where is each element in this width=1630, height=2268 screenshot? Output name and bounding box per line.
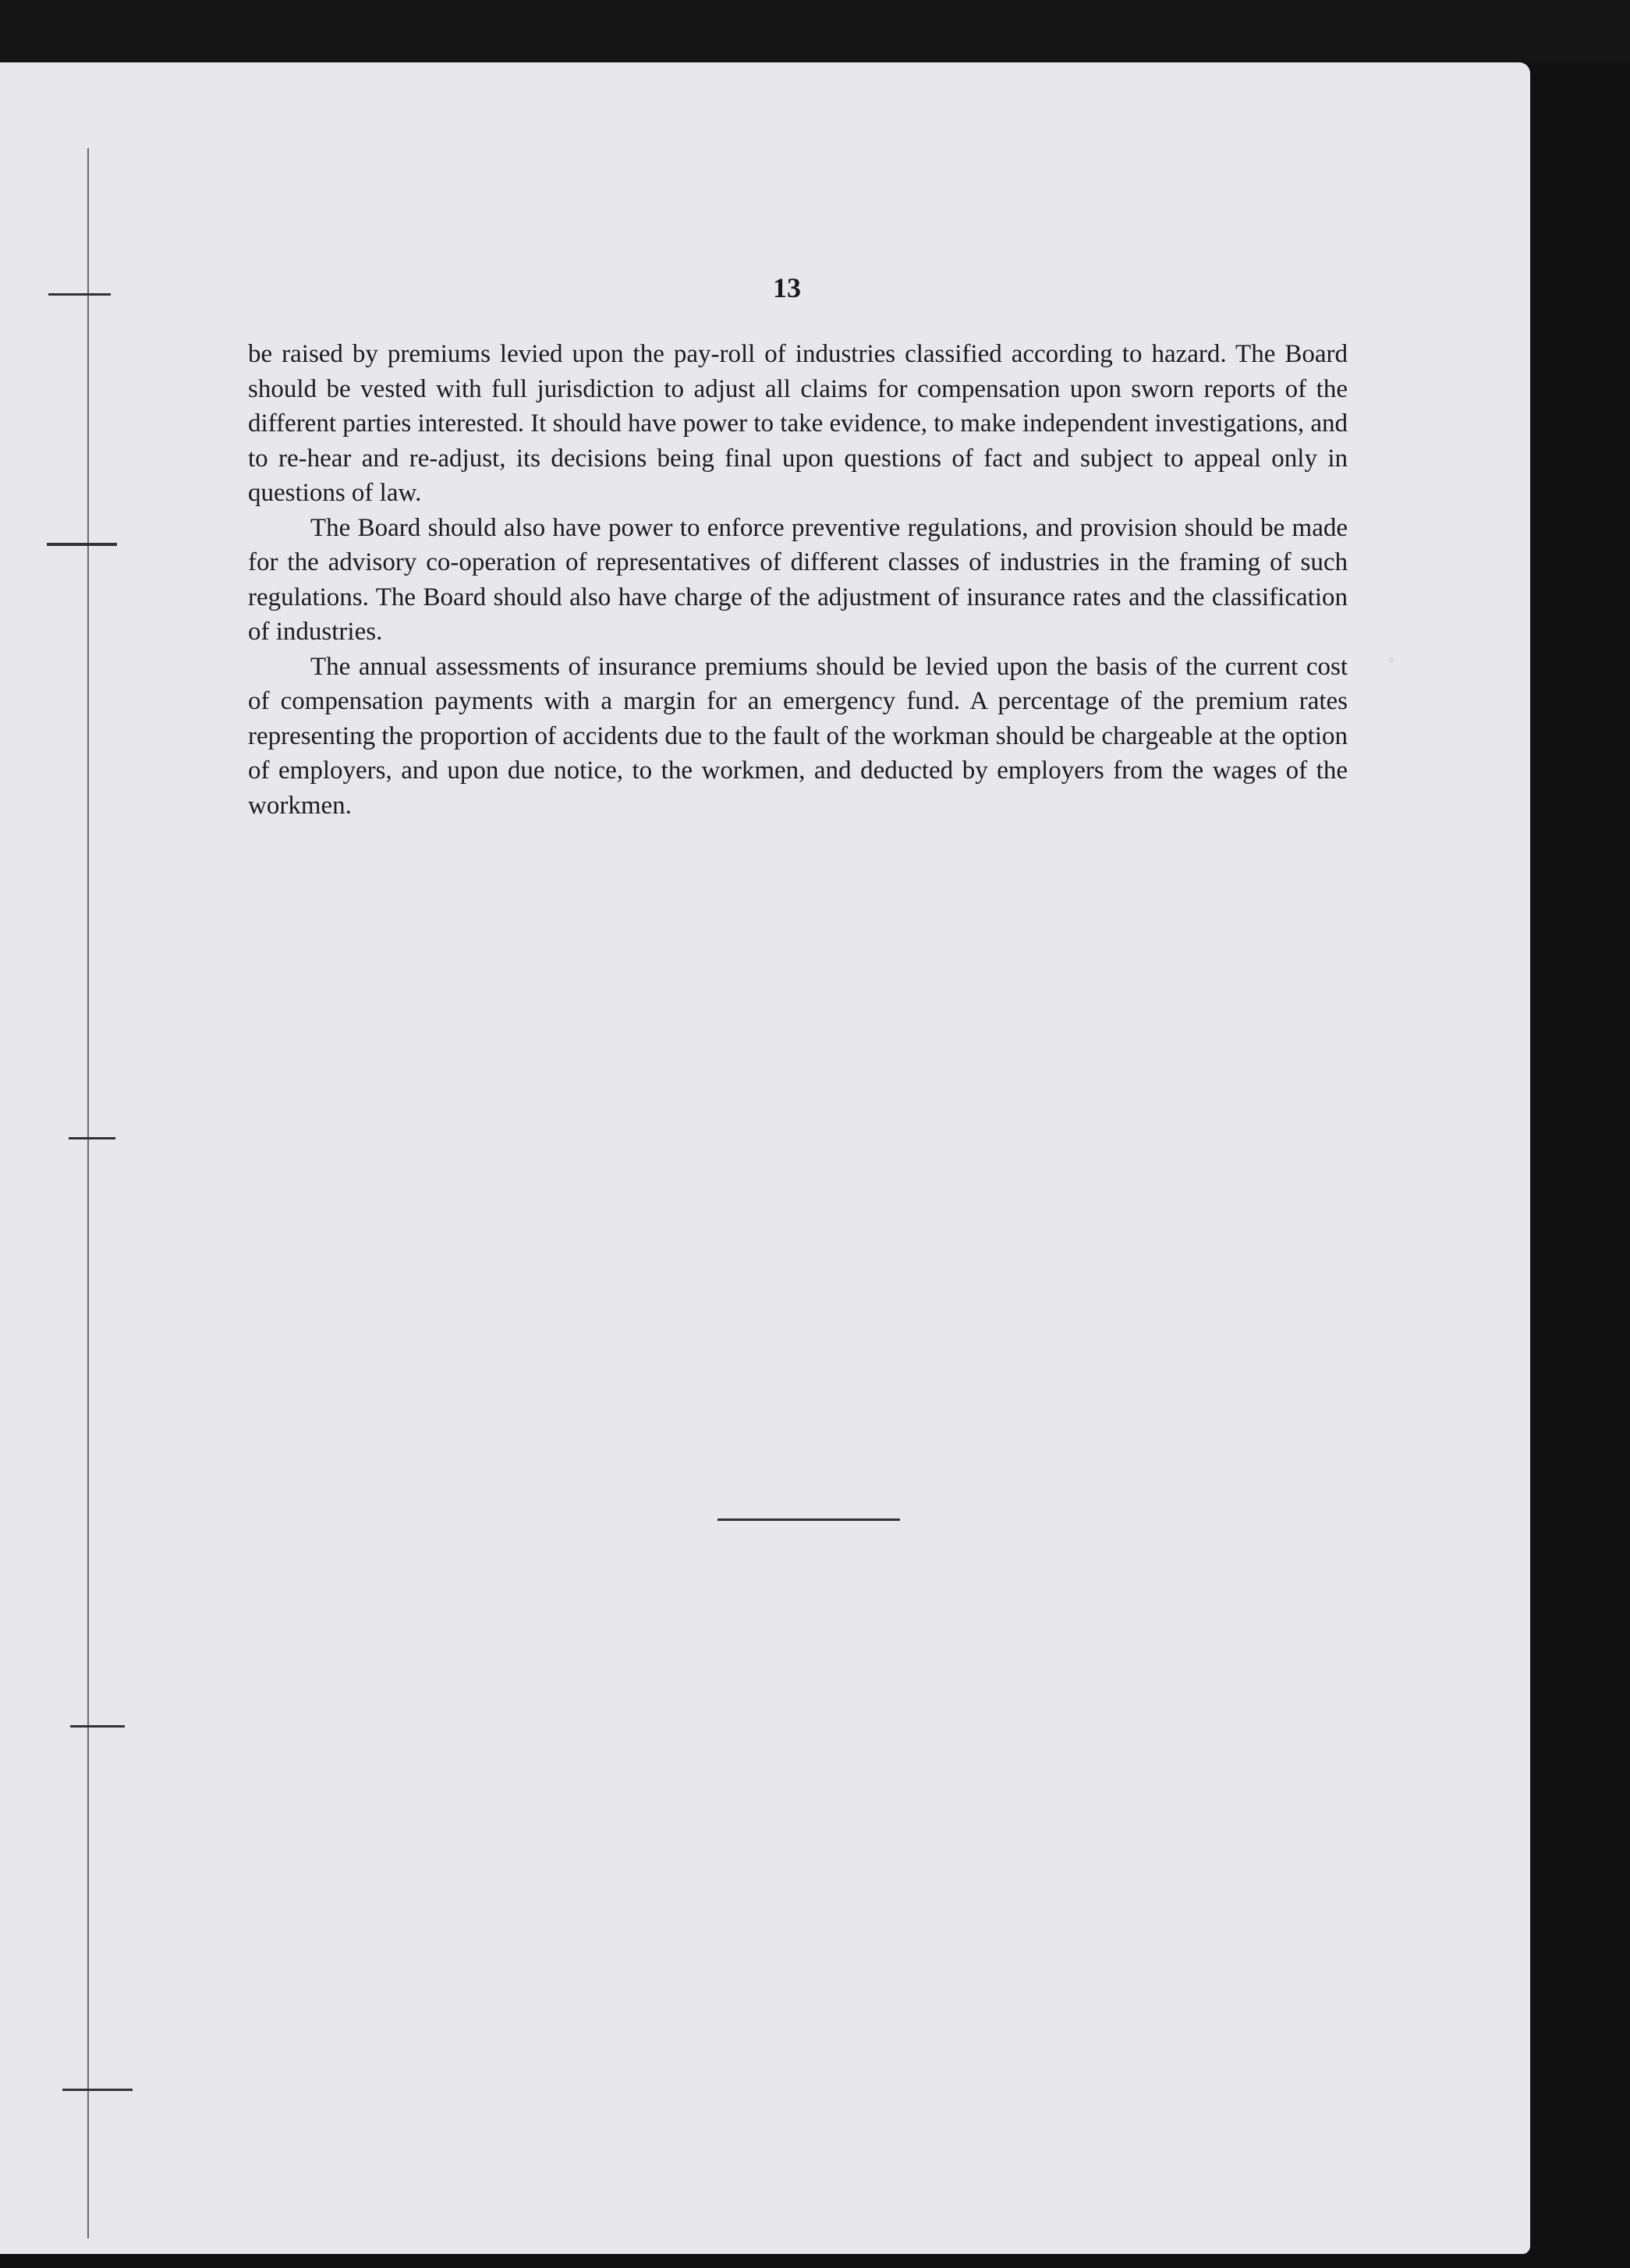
binding-fold-line	[87, 148, 89, 2238]
scan-background	[0, 0, 1630, 62]
document-page	[0, 62, 1530, 2254]
binding-mark	[69, 1137, 115, 1139]
paragraph-3: The annual assessments of insurance premiums should be levied upon the basis of the current cost of compensation payments with a margin for an emergency fund. A percentage of the premium rates representing the proportion of accidents due to the fault of the workman should be chargeable at the option of employers, and upon due notice, to the workmen, and deducted by employers from the wages of the workmen.	[248, 652, 1348, 820]
paragraph-2: The Board should also have power to enforce preventive regulations, and provision should be made for the advisory co-operation of representatives of different classes of industries in the framing of such regulations. The Board should also have charge of the adjustment of insurance rates and the classification of industries.	[248, 513, 1348, 646]
binding-mark	[62, 2089, 133, 2091]
body-text	[248, 337, 1348, 823]
page-number: 13	[773, 272, 801, 303]
paragraph-1: be raised by premiums levied upon the pay-roll of industries classified according to hazard. The Board should be vested with full jurisdiction to adjust all claims for compensation upon sworn reports of the different parties interested. It should have power to take evidence, to make independent investigations, and to re-hear and re-adjust, its decisions being final upon questions of fact and subject to appeal only in questions of law.	[248, 340, 1348, 507]
binding-mark	[47, 543, 117, 546]
scan-speck	[1388, 657, 1394, 663]
binding-mark	[70, 1725, 125, 1728]
section-divider	[718, 1518, 900, 1521]
